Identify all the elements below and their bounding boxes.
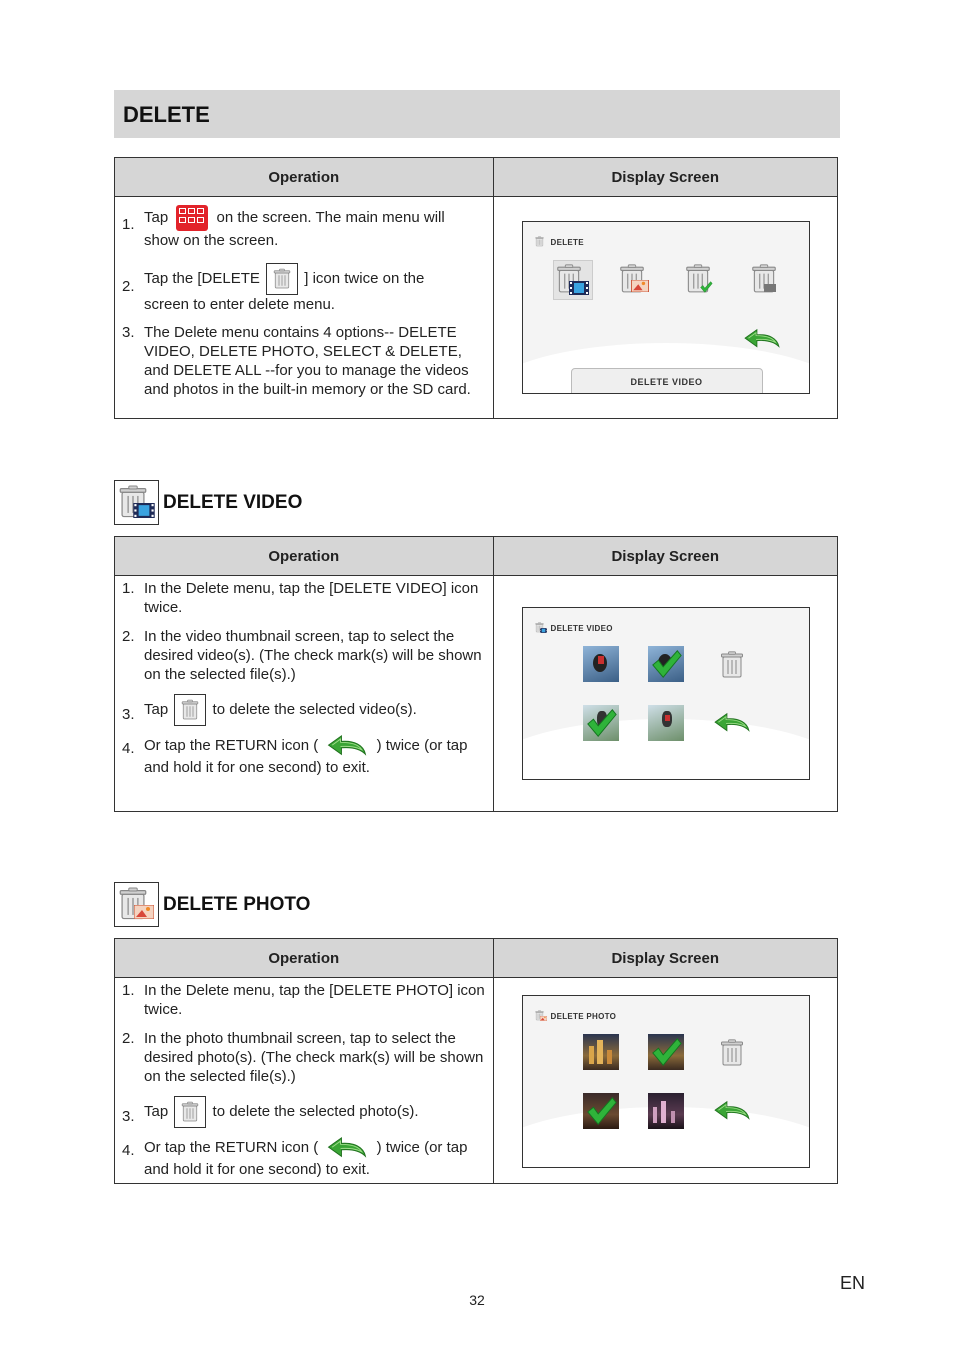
step-text: ] icon twice on the [304,269,425,287]
step-number: 1. [122,580,135,597]
step-text: Or tap the RETURN icon ( [144,1138,319,1156]
step-item [115,263,493,317]
step-item [115,205,493,255]
return-icon [326,734,368,758]
delete-photo-icon [114,882,159,927]
selected-option-label: DELETE VIDEO [571,368,763,394]
select-delete-option[interactable] [683,262,719,298]
delete-video-option[interactable] [553,260,593,300]
step-item [115,579,493,617]
step-item [115,1029,493,1086]
step-text: ) twice (or tap [376,1138,468,1156]
trash-icon [174,1096,206,1128]
video-thumbnail-selected[interactable] [648,646,684,682]
step-text: Tap [144,1102,169,1120]
step-item [115,981,493,1019]
video-thumbnail[interactable] [583,646,619,682]
operation-header: Operation [115,537,494,576]
return-icon[interactable] [743,328,781,350]
page-number: 32 [469,1292,485,1308]
step-text: Tap the [DELETE [144,269,260,287]
photo-thumbnail-screen [522,995,810,1168]
photo-thumbnail[interactable] [648,1093,684,1129]
main-menu-grid-icon [176,205,208,231]
video-thumbnail[interactable] [648,705,684,741]
step-text: and hold it for one second) to exit. [144,759,370,776]
check-icon [699,280,713,294]
video-thumbnail-selected[interactable] [583,705,619,741]
step-text: In the Delete menu, tap the [DELETE PHOTO] icon twice. [144,982,485,1018]
display-header: Display Screen [493,939,837,978]
film-icon [540,628,547,633]
step-number: 3. [122,706,135,723]
steps-list [115,576,493,777]
step-text: screen to enter delete menu. [144,296,335,313]
section-heading: DELETE PHOTO [163,894,311,915]
step-number: 2. [122,1030,135,1047]
display-header: Display Screen [493,158,837,197]
screen-title: DELETE PHOTO [550,1012,617,1021]
display-cell [493,576,837,812]
video-thumbnail-screen [522,607,810,780]
delete-video-icon [114,480,159,525]
steps-list [115,978,493,1179]
step-number: 2. [122,628,135,645]
operation-cell [115,576,494,812]
return-icon [326,1136,368,1160]
step-number: 4. [122,1142,135,1159]
step-item [115,1096,493,1130]
delete-trash-icon [266,263,298,295]
film-icon [569,281,589,295]
return-icon[interactable] [713,712,751,734]
step-item [115,627,493,684]
step-text: show on the screen. [144,232,279,249]
check-icon [584,1094,618,1128]
page-title: DELETE [123,102,210,127]
delete-video-table [114,536,838,812]
return-icon[interactable] [713,1100,751,1122]
operation-cell [115,978,494,1184]
step-number: 2. [122,278,135,295]
step-item [115,694,493,728]
display-header: Display Screen [493,537,837,576]
check-icon [584,706,618,740]
photo-thumbnail-selected[interactable] [648,1034,684,1070]
delete-table [114,157,838,419]
step-number: 1. [122,982,135,999]
step-text: on the screen. The main menu will [216,208,445,226]
photo-icon [540,1016,547,1021]
step-text: and hold it for one second) to exit. [144,1161,370,1178]
step-text: Or tap the RETURN icon ( [144,736,319,754]
photo-icon [631,280,649,292]
step-text: to delete the selected photo(s). [212,1102,419,1120]
trash-icon [535,236,544,247]
step-item [115,734,493,777]
step-text: Tap [144,208,169,226]
photo-thumbnail[interactable] [583,1034,619,1070]
section-title-bar [114,90,840,138]
step-number: 3. [122,324,135,341]
delete-photo-table [114,938,838,1184]
screen-title: DELETE [550,238,584,247]
step-text: ) twice (or tap [376,736,468,754]
check-icon [649,647,683,681]
step-text: In the photo thumbnail screen, tap to select the desired photo(s). (The check mark(s) will be shown on the selected file(s).) [144,1030,484,1085]
step-item [115,323,493,399]
display-cell [493,978,837,1184]
photo-thumbnail-selected[interactable] [583,1093,619,1129]
operation-header: Operation [115,158,494,197]
trash-icon [174,694,206,726]
delete-menu-screen [522,221,810,394]
step-text: In the video thumbnail screen, tap to select the desired video(s). (The check mark(s) will be shown on the selected file(s).) [144,628,482,683]
delete-photo-option[interactable] [617,262,653,298]
all-badge-icon [764,284,776,292]
screen-title: DELETE VIDEO [550,624,613,633]
step-number: 1. [122,216,135,233]
check-icon [649,1035,683,1069]
trash-icon[interactable] [720,650,744,680]
display-cell [493,197,837,419]
step-text: Tap [144,700,169,718]
steps-list [115,197,493,399]
step-item [115,1136,493,1179]
step-text: to delete the selected video(s). [212,700,417,718]
step-number: 4. [122,740,135,757]
language-label: EN [840,1273,866,1293]
step-text: The Delete menu contains 4 options-- DELETE VIDEO, DELETE PHOTO, SELECT & DELETE, and DELETE ALL --for you to manage the videos and photos in the built-in memory or the SD card. [144,324,471,398]
delete-all-option[interactable] [749,262,785,298]
section-heading: DELETE VIDEO [163,492,303,513]
trash-icon[interactable] [720,1038,744,1068]
operation-header: Operation [115,939,494,978]
step-number: 3. [122,1108,135,1125]
step-text: In the Delete menu, tap the [DELETE VIDEO] icon twice. [144,580,479,616]
operation-cell [115,197,494,419]
